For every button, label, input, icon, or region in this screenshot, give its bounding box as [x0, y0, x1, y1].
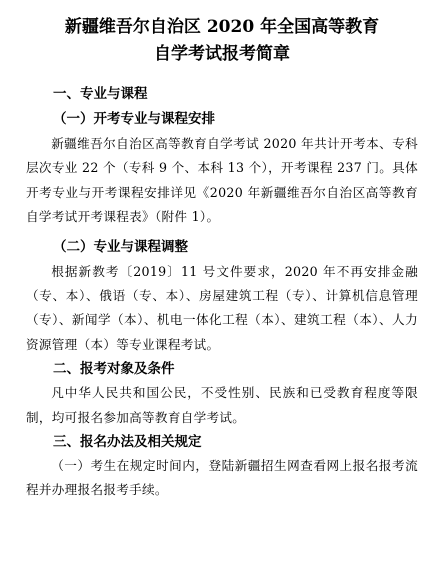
subsection-heading-1-1: （一）开考专业与课程安排 — [53, 111, 215, 127]
paragraph-1-1: 新疆维吾尔自治区高等教育自学考试 2020 年共计开考本、专科层次专业 22 个（专科 9 个、本科 13 个），开考课程 237 门。具体开考专业与开考课程安排详见《2020 年新疆维吾尔自治区高等教育自学考试开考课程表》（附件 1）。 — [26, 136, 418, 225]
section-heading-2: 二、报考对象及条件 — [53, 361, 175, 378]
paragraph-3: （一）考生在规定时间内，登陆新疆招生网查看网上报名报考流程并办理报名报考手续。 — [26, 458, 418, 498]
title-line-2: 自学考试报考简章 — [154, 44, 290, 64]
title-line-1: 新疆维吾尔自治区 2020 年全国高等教育 — [64, 17, 380, 37]
subsection-heading-1-2: （二）专业与课程调整 — [53, 238, 188, 255]
document-title — [26, 14, 418, 68]
paragraph-1-2: 根据新教考〔2019〕11 号文件要求，2020 年不再安排金融（专、本）、俄语（专、本）、房屋建筑工程（专）、计算机信息管理（专）、新闻学（本）、机电一体化工程（本）、建筑工程（本）、人力资源管理（本）等专业课程考试。 — [26, 263, 418, 352]
section-heading-1: 一、专业与课程 — [53, 86, 148, 102]
paragraph-2: 凡中华人民共和国公民，不受性别、民族和已受教育程度等限制，均可报名参加高等教育自学考试。 — [26, 385, 418, 425]
section-heading-3: 三、报名办法及相关规定 — [53, 434, 202, 451]
